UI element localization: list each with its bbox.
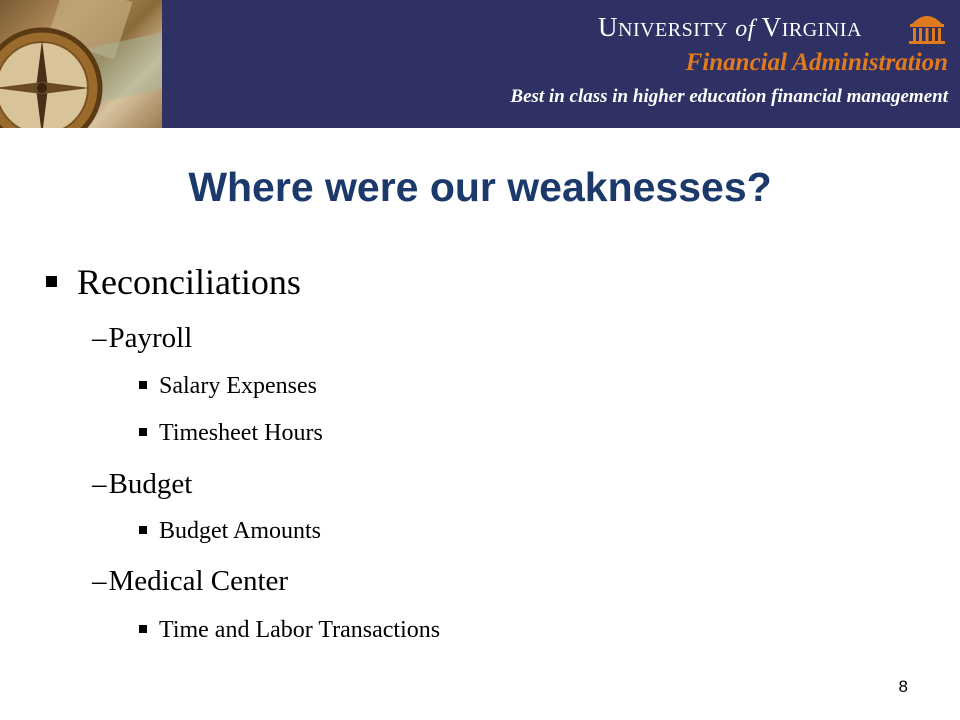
square-bullet-icon bbox=[46, 276, 57, 287]
bullet-item bbox=[139, 518, 321, 545]
square-bullet-icon bbox=[139, 381, 147, 389]
slide-title: Where were our weaknesses? bbox=[188, 164, 772, 210]
bullet-text: Timesheet Hours bbox=[159, 420, 323, 446]
square-bullet-icon bbox=[139, 625, 147, 633]
university-name-part: NIVERSITY bbox=[618, 19, 729, 41]
rotunda-logo-icon bbox=[906, 10, 948, 46]
dash-bullet: – bbox=[92, 565, 107, 597]
university-name-part: IRGINIA bbox=[781, 19, 862, 41]
dash-bullet: – bbox=[92, 322, 107, 354]
compass-and-money-image bbox=[0, 0, 162, 128]
bullet-item bbox=[46, 261, 301, 303]
bullet-item bbox=[92, 565, 288, 598]
bullet-item bbox=[139, 420, 323, 447]
university-name-part: V bbox=[761, 12, 782, 42]
header-banner bbox=[0, 0, 960, 128]
bullet-item bbox=[92, 468, 192, 501]
bullet-text: Medical Center bbox=[108, 565, 289, 597]
square-bullet-icon bbox=[139, 526, 147, 534]
bullet-text: Time and Labor Transactions bbox=[159, 617, 441, 643]
bullet-text: Salary Expenses bbox=[159, 373, 317, 399]
bullet-text: Budget bbox=[108, 468, 193, 500]
bullet-item bbox=[139, 617, 440, 644]
bullet-text: Payroll bbox=[108, 322, 193, 354]
university-name bbox=[598, 12, 898, 46]
square-bullet-icon bbox=[139, 428, 147, 436]
department-name: Financial Administration bbox=[685, 49, 948, 76]
bullet-text: Reconciliations bbox=[77, 262, 301, 302]
dash-bullet: – bbox=[92, 468, 107, 500]
header-photo bbox=[0, 0, 162, 128]
university-name-part: U bbox=[598, 12, 618, 42]
bullet-item bbox=[139, 373, 317, 400]
page-number: 8 bbox=[898, 677, 908, 696]
university-name-part: of bbox=[735, 16, 755, 42]
bullet-text: Budget Amounts bbox=[159, 518, 322, 544]
tagline: Best in class in higher education financial management bbox=[510, 86, 948, 107]
bullet-item bbox=[92, 322, 192, 355]
